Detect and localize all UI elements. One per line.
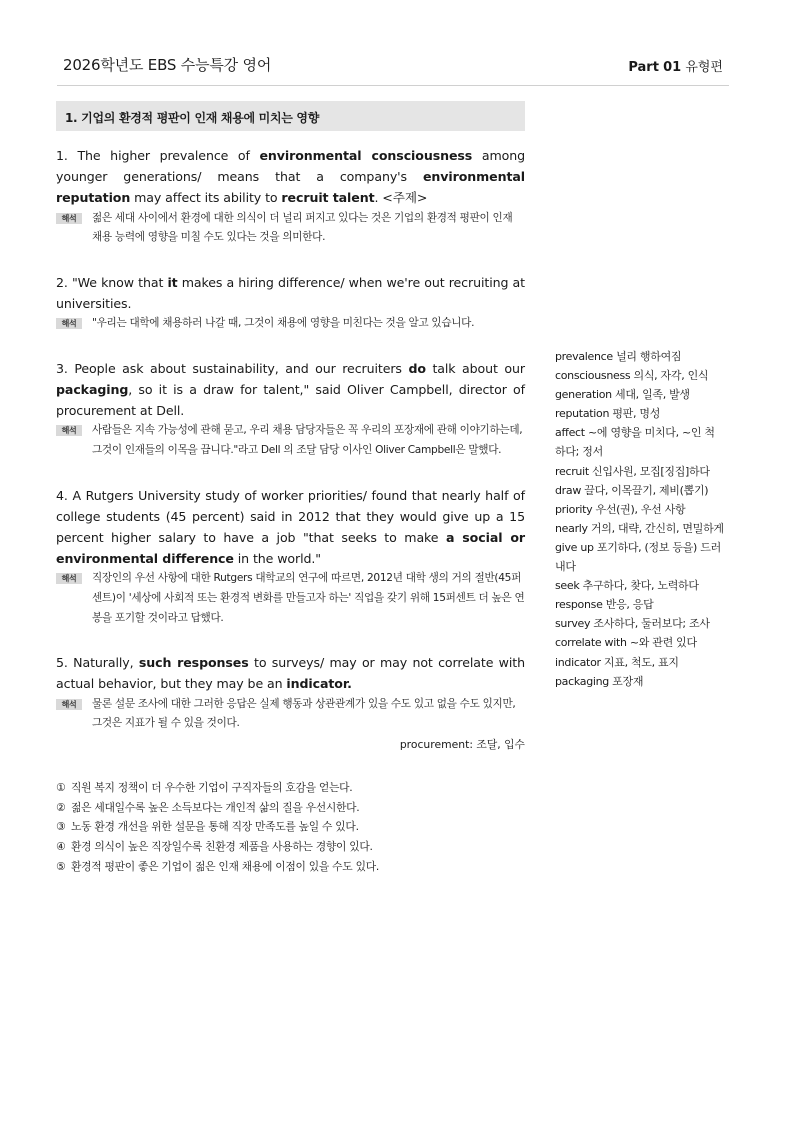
vocab-line: correlate with ~와 관련 있다 xyxy=(555,636,697,650)
translation-badge: 해석 xyxy=(56,699,82,710)
sentence-5 xyxy=(56,652,525,754)
sentence-text: 3. People ask about sustainability, and our recruiters do talk about our packaging, so it is a draw for talent," said Oliver Campbell, director of procurement at Dell. xyxy=(56,360,525,419)
sentence-text: 1. The higher prevalence of environmental consciousness among younger generations/ means that a company's environmental reputation may affect its ability to recruit talent. <주제> xyxy=(56,148,525,206)
sentence-1 xyxy=(56,145,525,248)
sentence-2 xyxy=(56,272,525,334)
keyword: a social or environmental difference xyxy=(56,530,526,567)
translation-badge: 해석 xyxy=(56,213,82,224)
option-number: ② xyxy=(56,800,66,814)
keyword: packaging xyxy=(56,382,129,397)
vocab-line: survey 조사하다, 둘러보다; 조사 xyxy=(555,617,710,631)
part-number: 01 xyxy=(663,60,682,75)
translation-badge: 해석 xyxy=(56,318,82,329)
vocab-line: 내다 xyxy=(555,560,576,574)
option-text: 노동 환경 개선을 위한 설문을 통해 직장 만족도를 높일 수 있다. xyxy=(71,820,359,834)
option-number: ⑤ xyxy=(56,859,66,873)
vocab-line: give up 포기하다, (정보 등을) 드러 xyxy=(555,540,721,554)
footnote: procurement: 조달, 입수 xyxy=(399,737,525,751)
sentence-4 xyxy=(56,485,525,629)
translation-badge: 해석 xyxy=(56,425,82,436)
vocab-line: response 반응, 응답 xyxy=(555,598,654,612)
keyword: do xyxy=(408,360,426,376)
translation: 해석 물론 설문 조사에 대한 그러한 응답은 실제 행동과 상관관계가 있을 수도 있고 없을 수도 있지만, 그것은 지표가 될 수 있을 것이다. xyxy=(56,695,525,734)
option-text: 젊은 세대일수록 높은 소득보다는 개인적 삶의 질을 우선시한다. xyxy=(71,800,360,814)
vocab-line: packaging 포장재 xyxy=(555,674,644,688)
keyword: environmental reputation xyxy=(56,169,525,206)
book-title: 2026학년도 EBS 수능특강 영어 xyxy=(63,56,272,74)
option-1[interactable] xyxy=(56,778,525,798)
translation: 해석 "우리는 대학에 채용하러 나갈 때, 그것이 채용에 영향을 미친다는 것을 알고 있습니다. xyxy=(56,314,525,334)
translation: 해석 사람들은 지속 가능성에 관해 묻고, 우리 채용 담당자들은 꼭 우리의 포장재에 관해 이야기하는데, 그것이 인재들의 이목을 끕니다."라고 Dell 의 조달 담당 이사인 Oliver Campbell은 말했다. xyxy=(56,421,525,460)
answer-options xyxy=(56,778,525,877)
translation: 해석 젊은 세대 사이에서 환경에 대한 의식이 더 널리 퍼지고 있다는 것은 기업의 환경적 평판이 인재 채용 능력에 영향을 미칠 수도 있다는 것을 의미한다. xyxy=(56,209,525,248)
option-number: ③ xyxy=(56,820,66,834)
option-text: 환경적 평판이 좋은 기업이 젊은 인재 채용에 이점이 있을 수도 있다. xyxy=(71,859,379,873)
option-3[interactable] xyxy=(56,817,525,837)
part-word: Part xyxy=(628,60,659,75)
option-text: 환경 의식이 높은 직장일수록 친환경 제품을 사용하는 경향이 있다. xyxy=(71,840,373,854)
option-5[interactable] xyxy=(56,857,525,877)
vocab-line: nearly 거의, 대략, 간신히, 면밀하게 xyxy=(555,521,724,535)
option-number: ① xyxy=(56,781,66,794)
vocab-line: prevalence 널리 행하여짐 xyxy=(555,350,682,363)
translation: 해석 직장인의 우선 사항에 대한 Rutgers 대학교의 연구에 따르면, 2012년 대학 생의 거의 절반(45퍼센트)이 '세상에 사회적 또는 환경적 변화를 만들고자 하는' 직업을 갖기 위해 15퍼센트 더 높은 연봉을 포기할 것이라고 답했다. xyxy=(56,569,525,628)
header-divider xyxy=(57,85,729,86)
part-suffix: 유형편 xyxy=(685,60,723,75)
passage xyxy=(56,145,525,754)
vocabulary-list xyxy=(555,347,740,691)
vocab-line: 하다; 정서 xyxy=(555,445,603,459)
part-label xyxy=(628,56,723,75)
keyword: recruit talent xyxy=(281,190,375,206)
sentence-text: 4. A Rutgers University study of worker priorities/ found that nearly half of college students (45 percent) said in 2012 that they would give up a 15 percent higher salary to have a job "that seeks to make a social or environmental difference in the world." xyxy=(56,487,526,567)
option-number: ④ xyxy=(56,840,66,854)
sentence-3 xyxy=(56,358,525,461)
vocab-line: consciousness 의식, 자각, 인식 xyxy=(555,369,709,383)
topic-banner xyxy=(56,101,525,131)
vocab-line: generation 세대, 일족, 발생 xyxy=(555,388,690,402)
keyword: such responses xyxy=(138,655,249,671)
vocab-line: affect ~에 영향을 미치다, ~인 척 xyxy=(555,426,715,440)
vocab-line: recruit 신입사원, 모집[징집]하다 xyxy=(555,464,710,478)
sentence-text: 2. "We know that it makes a hiring difference/ when we're out recruiting at universities. xyxy=(56,274,525,311)
keyword: it xyxy=(167,274,178,290)
vocab-line: seek 추구하다, 찾다, 노력하다 xyxy=(555,579,699,593)
page-header xyxy=(63,54,723,76)
option-4[interactable] xyxy=(56,837,525,857)
sentence-text: 5. Naturally, such responses to surveys/ may or may not correlate with actual behavior, but they may be an indicator. xyxy=(56,655,526,692)
option-text: 직원 복지 정책이 더 우수한 기업이 구직자들의 호감을 얻는다. xyxy=(71,781,353,794)
vocab-line: priority 우선(권), 우선 사항 xyxy=(555,502,686,516)
keyword: indicator. xyxy=(286,676,352,692)
translation-badge: 해석 xyxy=(56,573,82,584)
vocab-line: reputation 평판, 명성 xyxy=(555,407,661,421)
vocab-line: indicator 지표, 척도, 표지 xyxy=(555,655,679,669)
vocab-line: draw 끌다, 이목끌기, 제비(뽑기) xyxy=(555,483,709,497)
keyword: environmental consciousness xyxy=(259,148,473,163)
option-2[interactable] xyxy=(56,798,525,818)
topic-title: 1. 기업의 환경적 평판이 인재 채용에 미치는 영향 xyxy=(65,111,320,125)
